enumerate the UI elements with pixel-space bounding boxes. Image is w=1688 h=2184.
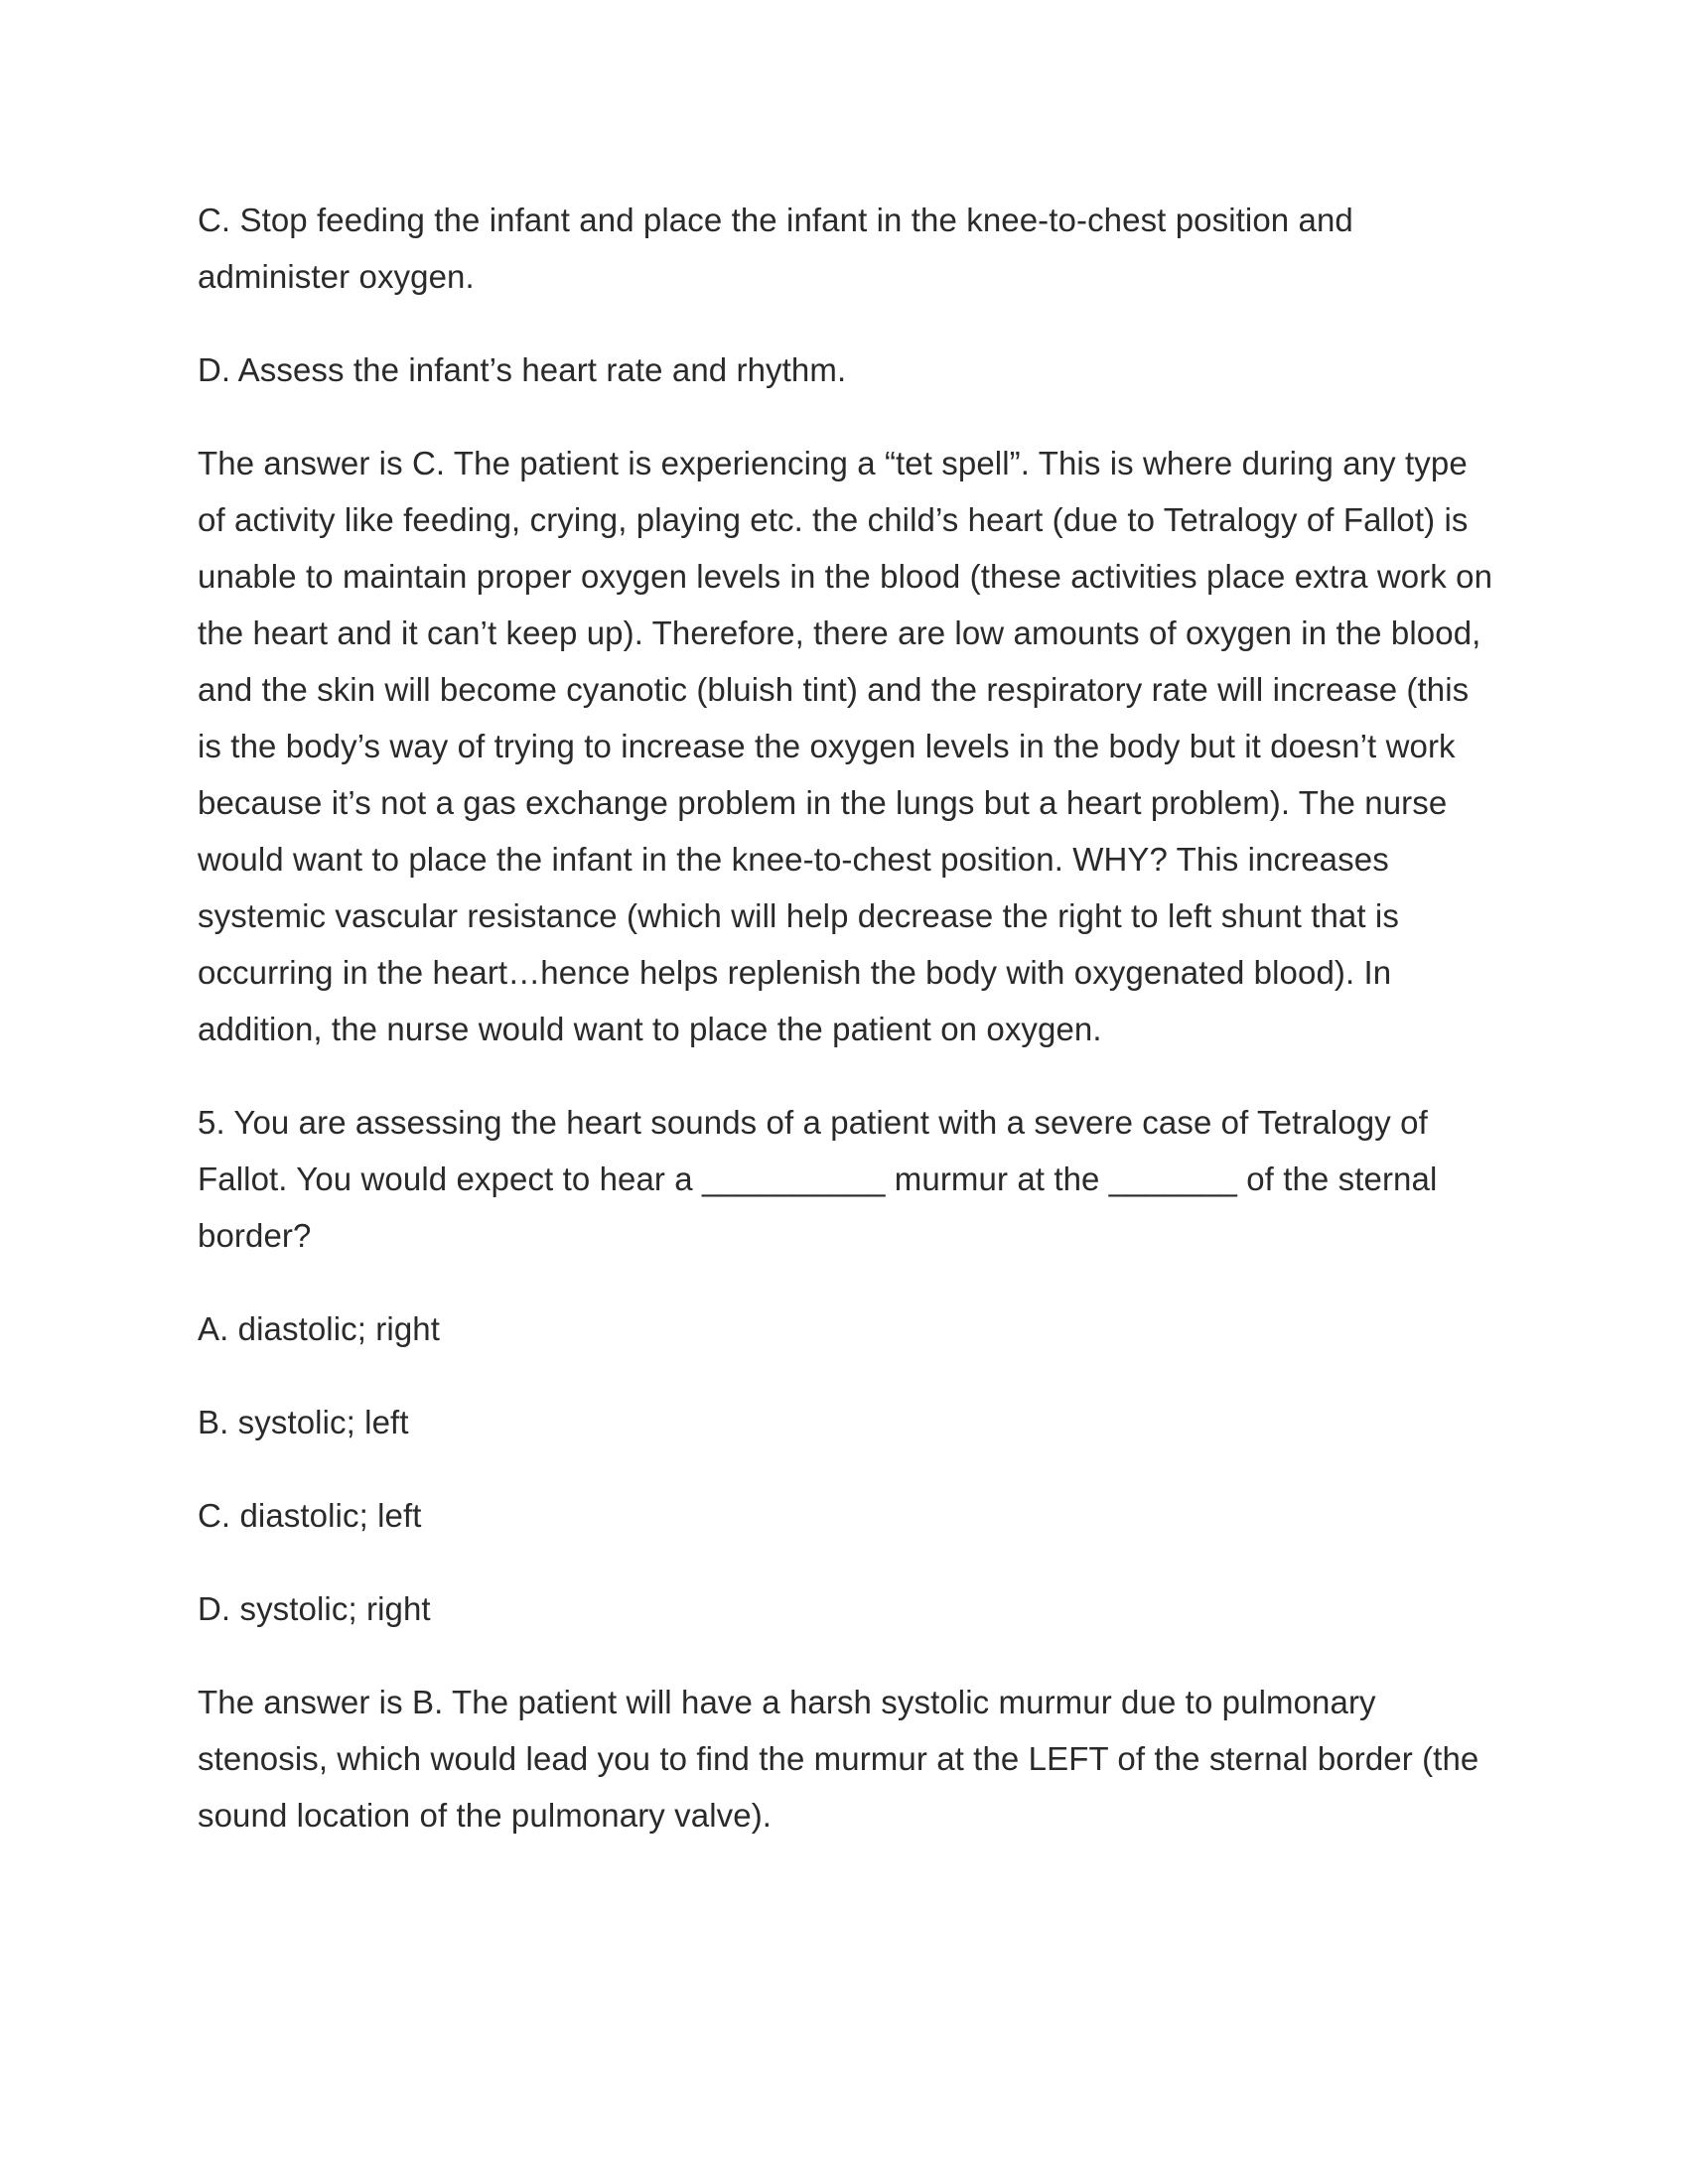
question-5-answer-explanation: The answer is B. The patient will have a harsh systolic murmur due to pulmonary stenosis, which would lead you to find the murmur at the LEFT of the sternal border (the sound location of the pulmonary valve).	[198, 1684, 1479, 1834]
question-5-prompt: 5. You are assessing the heart sounds of a patient with a severe case of Tetralogy of Fallot. You would expect to hear a __________ murmur at the _______ of the sternal border?	[198, 1104, 1438, 1254]
question-5-option-a: A. diastolic; right	[198, 1310, 441, 1347]
document-body	[198, 192, 1498, 1843]
question-4-option-c: C. Stop feeding the infant and place the infant in the knee-to-chest position and administer oxygen.	[198, 202, 1353, 295]
question-4-answer-explanation: The answer is C. The patient is experiencing a “tet spell”. This is where during any type of activity like feeding, crying, playing etc. the child’s heart (due to Tetralogy of Fallot) is unable to maintain proper oxygen levels in the blood (these activities place extra work on the heart and it can’t keep up). Therefore, there are low amounts of oxygen in the blood, and the skin will become cyanotic (bluish tint) and the respiratory rate will increase (this is the body’s way of trying to increase the oxygen levels in the body but it doesn’t work because it’s not a gas exchange problem in the lungs but a heart problem). The nurse would want to place the infant in the knee-to-chest position. WHY? This increases systemic vascular resistance (which will help decrease the right to left shunt that is occurring in the heart…hence helps replenish the body with oxygenated blood). In addition, the nurse would want to place the patient on oxygen.	[198, 445, 1493, 1047]
question-5-option-d: D. systolic; right	[198, 1590, 431, 1627]
question-5-option-c: C. diastolic; left	[198, 1497, 422, 1534]
question-4-option-d: D. Assess the infant’s heart rate and rhythm.	[198, 351, 847, 388]
question-5-option-b: B. systolic; left	[198, 1404, 409, 1440]
